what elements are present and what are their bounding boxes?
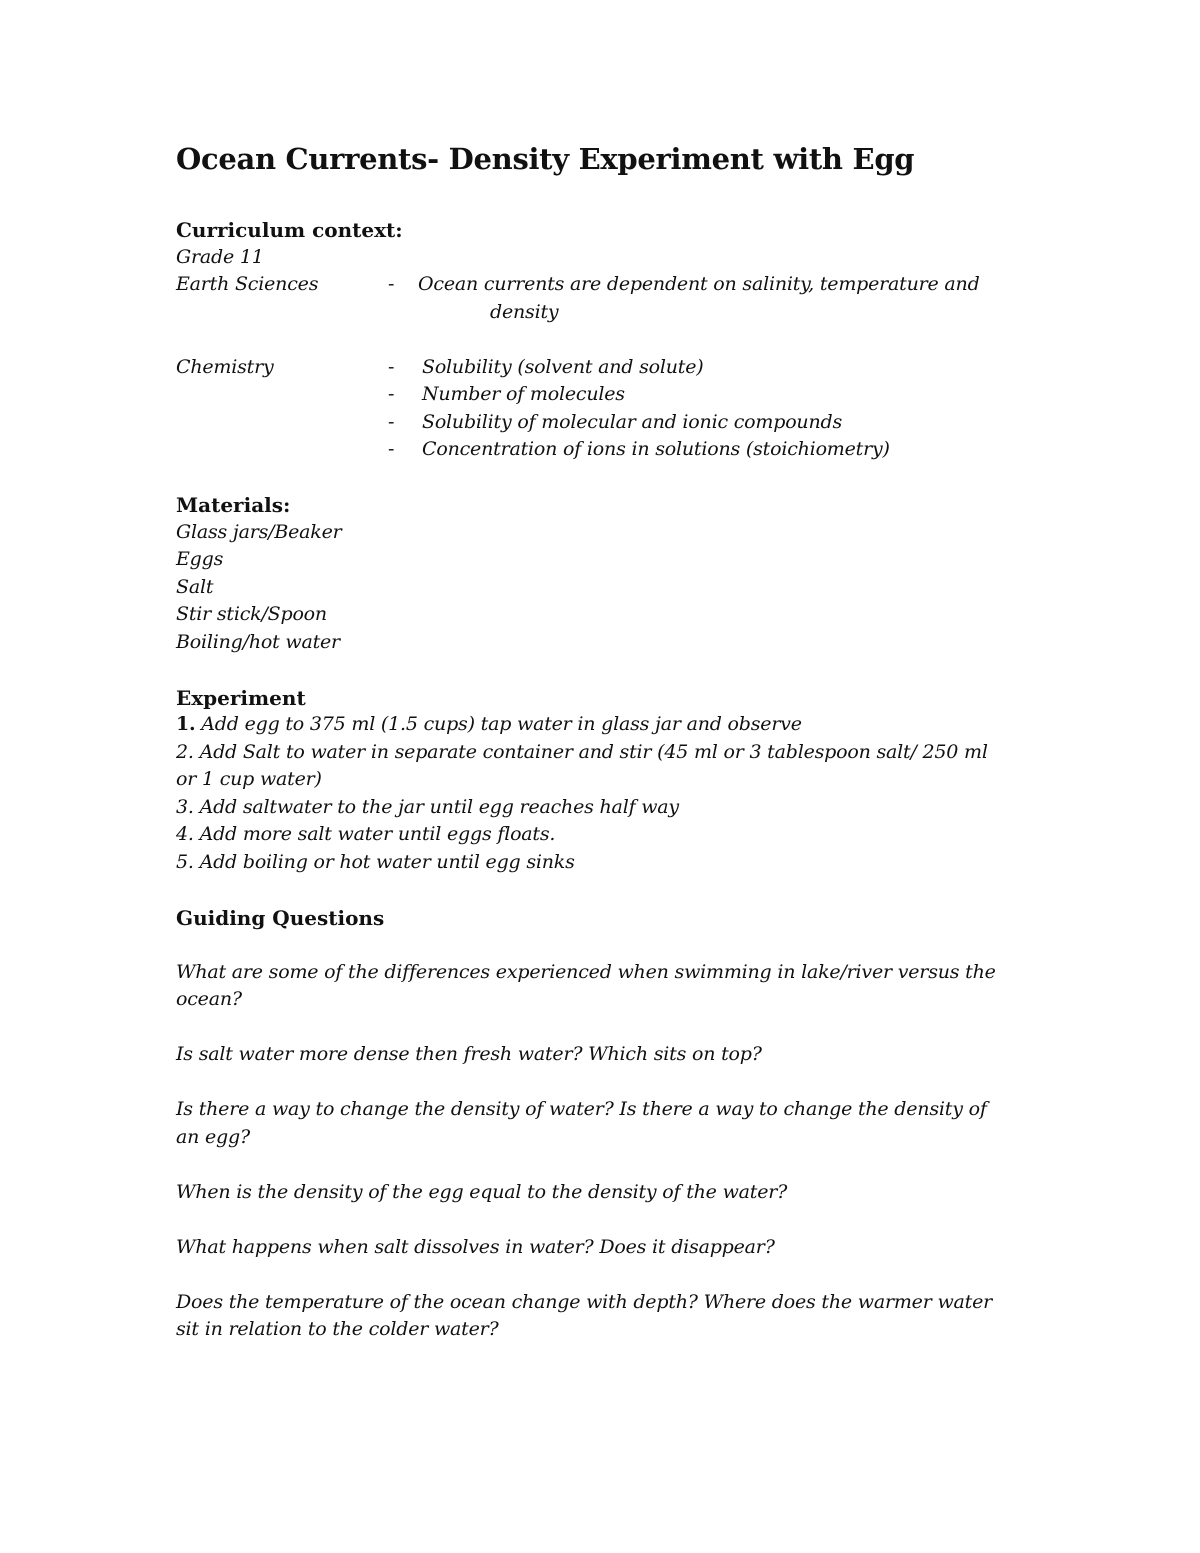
guiding-question-3: Is there a way to change the density of water? Is there a way to change the density of [176, 1098, 987, 1120]
subject-chemistry: Chemistry [176, 356, 274, 378]
experiment-step-3: 3. Add saltwater to the jar until egg reaches half way [176, 796, 679, 818]
chemistry-point: Solubility (solvent and solute) [422, 356, 704, 378]
bullet-dash: - [388, 273, 395, 295]
guiding-question-6-continued: sit in relation to the colder water? [176, 1318, 499, 1340]
material-item: Stir stick/Spoon [176, 603, 327, 625]
bullet-dash: - [388, 438, 395, 460]
experiment-step-1 [176, 713, 802, 735]
bullet-dash: - [388, 356, 395, 378]
guiding-question-2: Is salt water more dense then fresh water? Which sits on top? [176, 1043, 762, 1065]
curriculum-heading: Curriculum context: [176, 218, 403, 242]
subject-earth-sciences: Earth Sciences [176, 273, 319, 295]
earth-sciences-point: Ocean currents are dependent on salinity, temperature and [418, 273, 980, 295]
bullet-dash: - [388, 411, 395, 433]
material-item: Eggs [176, 548, 224, 570]
chemistry-point: Solubility of molecular and ionic compounds [422, 411, 843, 433]
material-item: Boiling/hot water [176, 631, 340, 653]
step-number: 1. [176, 713, 196, 735]
grade-label: Grade 11 [176, 246, 264, 268]
guiding-question-6: Does the temperature of the ocean change with depth? Where does the warmer water [176, 1291, 992, 1313]
experiment-step-2-continued: or 1 cup water) [176, 768, 322, 790]
material-item: Glass jars/Beaker [176, 521, 342, 543]
materials-heading: Materials: [176, 493, 291, 517]
experiment-step-2: 2. Add Salt to water in separate container and stir (45 ml or 3 tablespoon salt/ 250 ml [176, 741, 988, 763]
chemistry-point: Number of molecules [422, 383, 625, 405]
document-title: Ocean Currents- Density Experiment with Egg [176, 142, 915, 176]
experiment-heading: Experiment [176, 686, 306, 710]
guiding-question-3-continued: an egg? [176, 1126, 250, 1148]
step-text: Add egg to 375 ml (1.5 cups) tap water in glass jar and observe [195, 713, 802, 735]
material-item: Salt [176, 576, 214, 598]
guiding-question-1-continued: ocean? [176, 988, 242, 1010]
chemistry-point: Concentration of ions in solutions (stoichiometry) [422, 438, 890, 460]
guiding-question-5: What happens when salt dissolves in water? Does it disappear? [176, 1236, 775, 1258]
earth-sciences-point-continued: density [490, 301, 559, 323]
experiment-step-5: 5. Add boiling or hot water until egg sinks [176, 851, 575, 873]
guiding-question-1: What are some of the differences experienced when swimming in lake/river versus the [176, 961, 996, 983]
guiding-questions-heading: Guiding Questions [176, 906, 385, 930]
guiding-question-4: When is the density of the egg equal to the density of the water? [176, 1181, 788, 1203]
experiment-step-4: 4. Add more salt water until eggs floats. [176, 823, 556, 845]
bullet-dash: - [388, 383, 395, 405]
